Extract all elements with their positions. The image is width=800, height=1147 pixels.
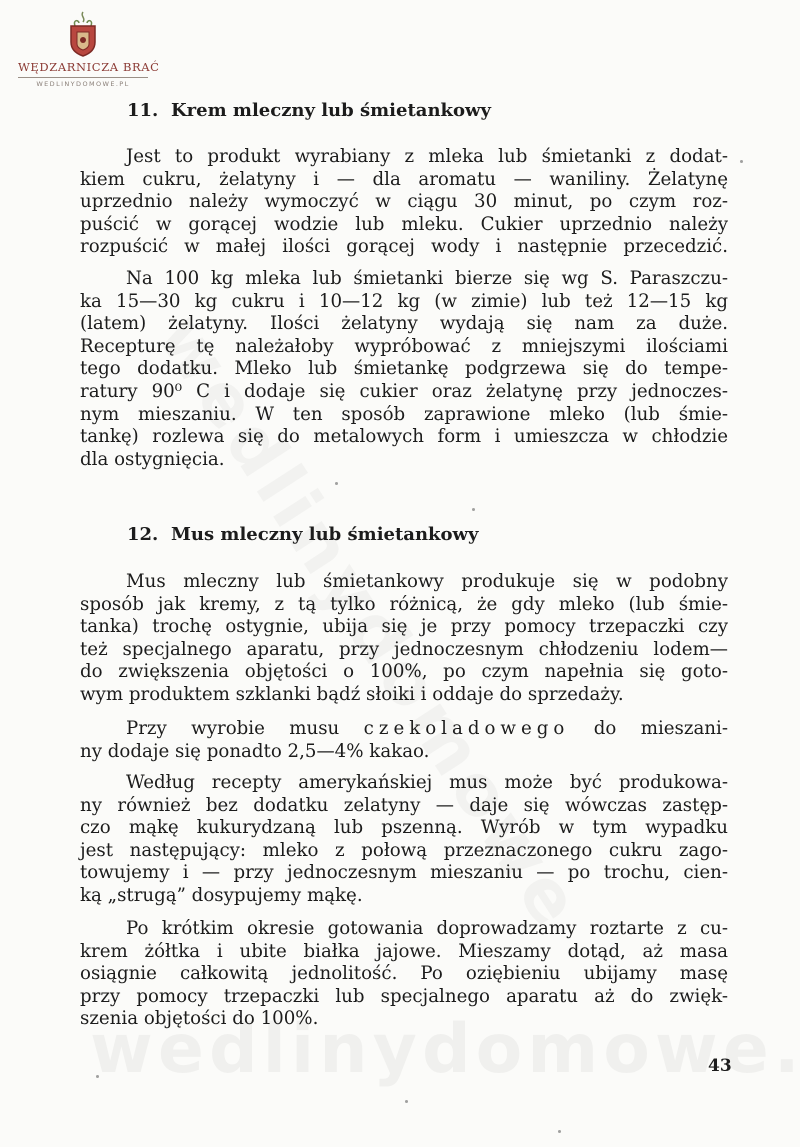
page-number: 43	[708, 1056, 732, 1076]
text-line: jest następujący: mleko z połową przeznaczonego cukru zago-	[80, 839, 728, 861]
scan-speck	[335, 482, 338, 485]
section-12-number: 12.	[127, 524, 159, 545]
text-line: krem żółtka i ubite białka jajowe. Mieszamy dotąd, aż masa	[80, 940, 728, 962]
text-run: Przy wyrobie musu	[126, 718, 340, 739]
text-line: osiągnie całkowitą jednolitość. Po oziębieniu ubijamy masę	[80, 963, 728, 985]
text-line: tankę) rozlewa się do metalowych form i umieszcza w chłodzie	[80, 426, 728, 448]
section-11-paragraph-2	[80, 268, 728, 471]
section-12-paragraph-2	[80, 718, 728, 763]
text-line: wym produktem szklanki bądź słoiki i oddaje do sprzedaży.	[80, 683, 624, 705]
text-line: ka 15—30 kg cukru i 10—12 kg (w zimie) lub też 12—15 kg	[80, 290, 728, 312]
text-line: szenia objętości do 100%.	[80, 1008, 319, 1030]
scan-speck	[740, 160, 743, 163]
section-12-paragraph-1	[80, 571, 728, 707]
section-11-title: Krem mleczny lub śmietankowy	[171, 100, 491, 121]
crest-icon	[63, 10, 103, 58]
text-line: przy pomocy trzepaczki lub specjalnego aparatu aż do zwięk-	[80, 985, 728, 1007]
text-line: Według recepty amerykańskiej mus może być produkowa-	[126, 772, 728, 793]
scan-speck	[558, 1130, 561, 1133]
section-11-heading	[127, 100, 491, 121]
text-line: ratury 90⁰ C i dodaje się cukier oraz żelatynę przy jednoczes-	[80, 380, 728, 402]
text-line: ny dodaje się ponadto 2,5—4% kakao.	[80, 740, 430, 762]
text-line: Jest to produkt wyrabiany z mleka lub śmietanki z dodat-	[126, 146, 728, 167]
text-line: ny również bez dodatku zelatyny — daje się wówczas zastęp-	[80, 794, 728, 816]
logo-name: WĘDZARNICZA BRAĆ	[18, 60, 160, 74]
text-run: do mieszani-	[593, 718, 728, 739]
section-11-number: 11.	[127, 100, 159, 121]
text-line: sposób jak kremy, z tą tylko różnicą, że gdy mleko (lub śmie-	[80, 593, 728, 615]
text-line: Po krótkim okresie gotowania doprowadzamy roztarte z cu-	[126, 918, 728, 939]
text-line: (latem) żelatyny. Ilości żelatyny wydają się nam za duże.	[80, 313, 728, 335]
text-line: czo mąkę kukurydzaną lub pszenną. Wyrób w tym wypadku	[80, 817, 728, 839]
site-logo[interactable]	[18, 10, 160, 88]
section-11-paragraph-1	[80, 146, 728, 259]
text-line	[80, 718, 728, 741]
text-line: tego dodatku. Mleko lub śmietankę podgrzewa się do tempe-	[80, 358, 728, 380]
emphasized-word: czekoladowego	[363, 718, 570, 739]
scan-speck	[472, 508, 475, 511]
text-line: kiem cukru, żelatyny i — dla aromatu — waniliny. Żelatynę	[80, 168, 728, 190]
text-line: też specjalnego aparatu, przy jednoczesnym chłodzeniu lodem—	[80, 638, 728, 660]
scan-speck	[405, 1100, 408, 1103]
text-line: Recepturę tę należałoby wypróbować z mniejszymi ilościami	[80, 335, 728, 357]
text-line: nym mieszaniu. W ten sposób zaprawione mleko (lub śmie-	[80, 403, 728, 425]
text-line: do zwiększenia objętości o 100%, po czym napełnia się goto-	[80, 661, 728, 683]
text-line: Na 100 kg mleka lub śmietanki bierze się wg S. Paraszczu-	[126, 268, 728, 289]
text-line: puścić w gorącej wodzie lub mleku. Cukier uprzednio należy	[80, 213, 728, 235]
section-12-heading	[127, 524, 479, 545]
logo-url: WEDLINYDOMOWE.PL	[36, 80, 130, 88]
section-12-paragraph-3	[80, 772, 728, 908]
text-line: ką „strugą” dosypujemy mąkę.	[80, 884, 363, 906]
text-line: tanka) trochę ostygnie, ubija się je przy pomocy trzepaczki czy	[80, 616, 728, 638]
scan-speck	[96, 1075, 99, 1078]
logo-divider	[18, 77, 148, 78]
text-line: uprzednio należy wymoczyć w ciągu 30 minut, po czym roz-	[80, 191, 728, 213]
text-line: towujemy i — przy jednoczesnym mieszaniu — po trochu, cien-	[80, 862, 728, 884]
text-line: Mus mleczny lub śmietankowy produkuje się w podobny	[126, 571, 728, 592]
section-12-title: Mus mleczny lub śmietankowy	[171, 524, 479, 545]
bottom-watermark	[90, 1010, 800, 1089]
text-line: rozpuścić w małej ilości gorącej wody i następnie przecedzić.	[80, 236, 728, 258]
text-line: dla ostygnięcia.	[80, 448, 225, 470]
